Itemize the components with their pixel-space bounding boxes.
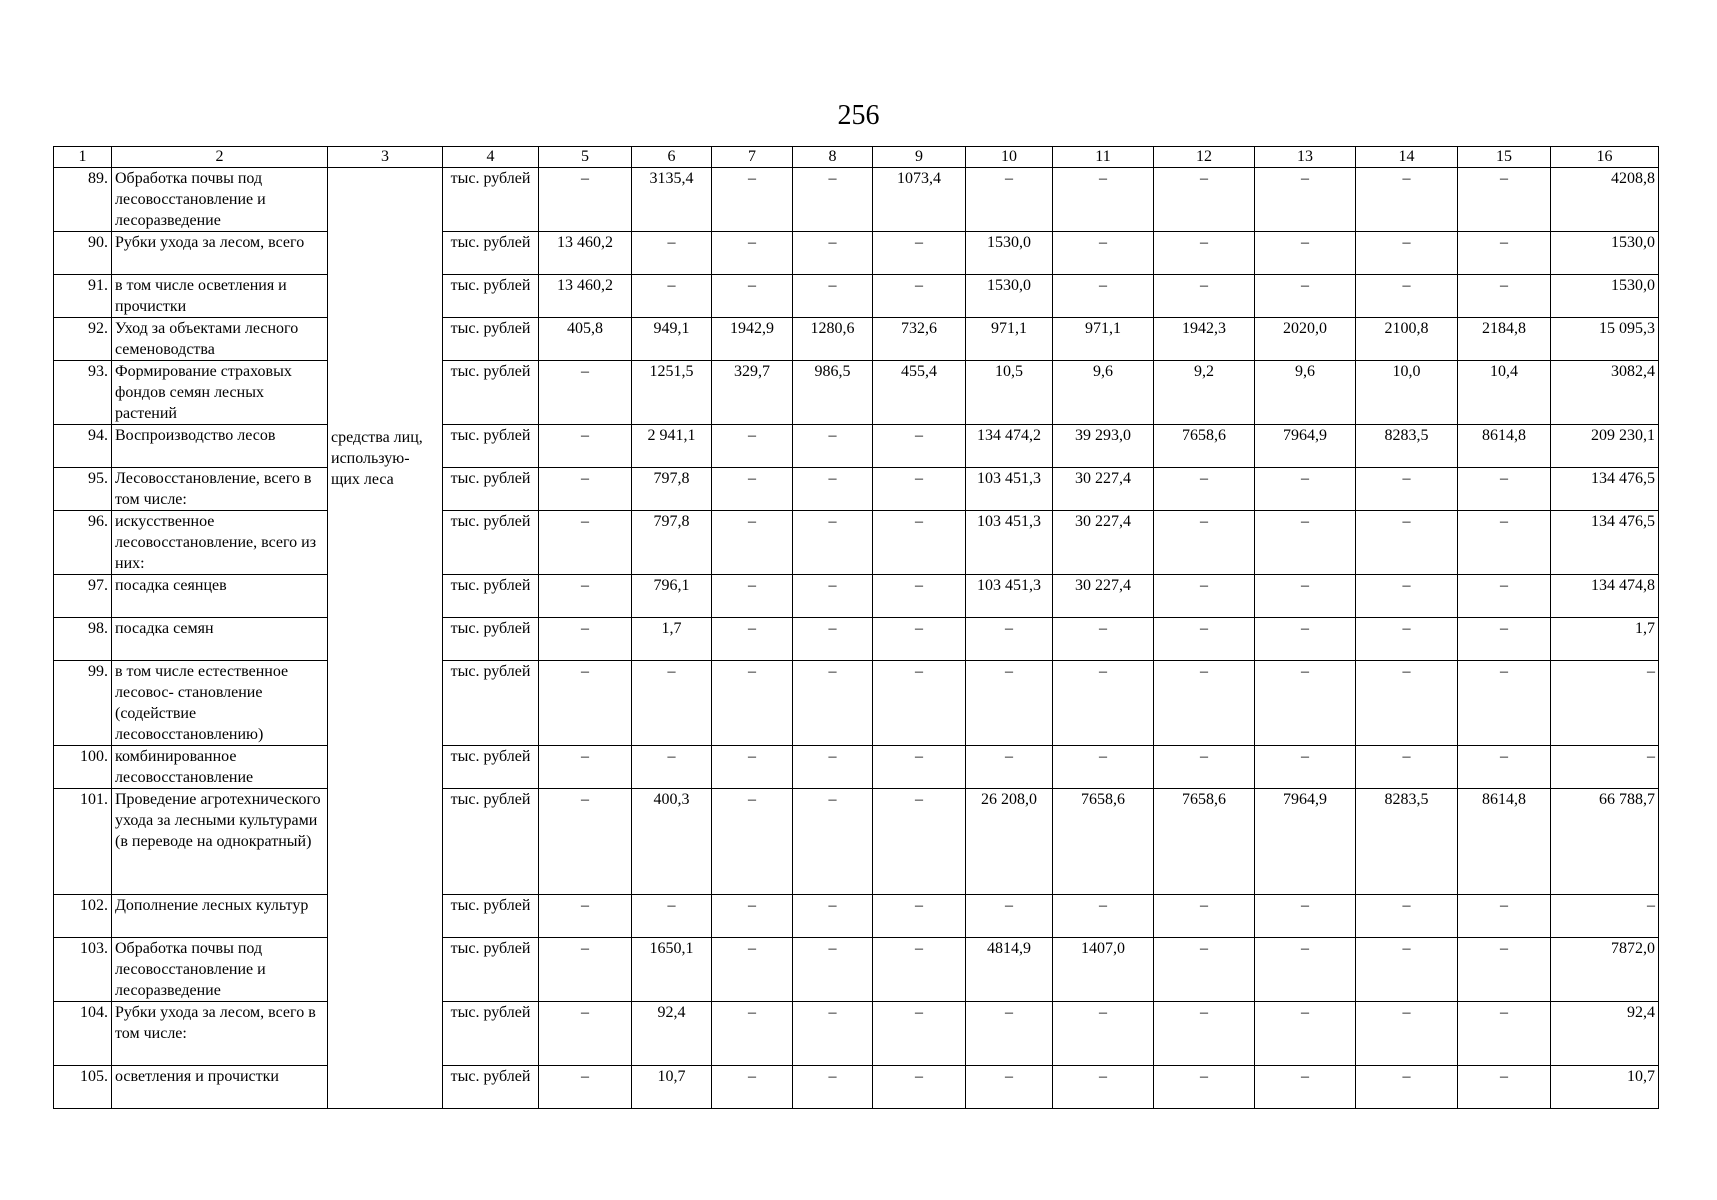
row-unit: тыс. рублей bbox=[443, 1066, 539, 1109]
value-cell: – bbox=[1053, 1002, 1154, 1066]
value-cell: – bbox=[1356, 746, 1458, 789]
value-cell: 2100,8 bbox=[1356, 318, 1458, 361]
total-cell: 92,4 bbox=[1551, 1002, 1659, 1066]
value-cell: – bbox=[966, 661, 1053, 746]
value-cell: – bbox=[1053, 661, 1154, 746]
table-row bbox=[54, 1066, 1659, 1109]
total-cell: 66 788,7 bbox=[1551, 789, 1659, 895]
value-cell: – bbox=[1053, 232, 1154, 275]
total-cell: 1530,0 bbox=[1551, 232, 1659, 275]
row-unit: тыс. рублей bbox=[443, 318, 539, 361]
value-cell: – bbox=[1154, 1066, 1255, 1109]
value-cell: – bbox=[793, 168, 873, 232]
table-row bbox=[54, 575, 1659, 618]
value-cell: 7658,6 bbox=[1053, 789, 1154, 895]
value-cell: – bbox=[1356, 1066, 1458, 1109]
value-cell: – bbox=[712, 511, 793, 575]
value-cell: 797,8 bbox=[632, 468, 712, 511]
value-cell: – bbox=[1154, 575, 1255, 618]
total-cell: 1,7 bbox=[1551, 618, 1659, 661]
value-cell: 1,7 bbox=[632, 618, 712, 661]
value-cell: – bbox=[1458, 575, 1551, 618]
value-cell: 796,1 bbox=[632, 575, 712, 618]
value-cell: 13 460,2 bbox=[539, 275, 632, 318]
value-cell: – bbox=[1356, 275, 1458, 318]
column-header: 13 bbox=[1255, 147, 1356, 168]
table-row bbox=[54, 318, 1659, 361]
value-cell: – bbox=[966, 1002, 1053, 1066]
value-cell: – bbox=[1154, 511, 1255, 575]
column-header: 15 bbox=[1458, 147, 1551, 168]
value-cell: – bbox=[1356, 1002, 1458, 1066]
value-cell: 1280,6 bbox=[793, 318, 873, 361]
value-cell: 30 227,4 bbox=[1053, 468, 1154, 511]
value-cell: – bbox=[1356, 661, 1458, 746]
row-unit: тыс. рублей bbox=[443, 661, 539, 746]
value-cell: 3135,4 bbox=[632, 168, 712, 232]
value-cell: – bbox=[873, 468, 966, 511]
value-cell: – bbox=[873, 232, 966, 275]
value-cell: – bbox=[1154, 746, 1255, 789]
value-cell: – bbox=[1458, 618, 1551, 661]
value-cell: 10,0 bbox=[1356, 361, 1458, 425]
value-cell: 8283,5 bbox=[1356, 789, 1458, 895]
value-cell: – bbox=[873, 425, 966, 468]
value-cell: 10,5 bbox=[966, 361, 1053, 425]
value-cell: – bbox=[539, 1002, 632, 1066]
row-number: 93. bbox=[54, 361, 112, 425]
row-number: 102. bbox=[54, 895, 112, 938]
page-number: 256 bbox=[837, 100, 880, 131]
value-cell: – bbox=[1458, 661, 1551, 746]
total-cell: 15 095,3 bbox=[1551, 318, 1659, 361]
row-unit: тыс. рублей bbox=[443, 425, 539, 468]
data-table bbox=[53, 146, 1659, 1109]
value-cell: – bbox=[632, 275, 712, 318]
value-cell: 9,6 bbox=[1053, 361, 1154, 425]
row-unit: тыс. рублей bbox=[443, 232, 539, 275]
table-row bbox=[54, 511, 1659, 575]
value-cell: – bbox=[539, 1066, 632, 1109]
value-cell: – bbox=[1458, 511, 1551, 575]
value-cell: 26 208,0 bbox=[966, 789, 1053, 895]
column-header: 3 bbox=[328, 147, 443, 168]
row-number: 104. bbox=[54, 1002, 112, 1066]
row-name: в том числе естественное лесовос- становление (содействие лесовосстановлению) bbox=[112, 661, 328, 746]
value-cell: – bbox=[1053, 895, 1154, 938]
row-name: Уход за объектами лесного семеноводства bbox=[112, 318, 328, 361]
column-header: 10 bbox=[966, 147, 1053, 168]
value-cell: – bbox=[1154, 895, 1255, 938]
value-cell: – bbox=[793, 511, 873, 575]
column-header: 5 bbox=[539, 147, 632, 168]
value-cell: – bbox=[1356, 575, 1458, 618]
value-cell: – bbox=[1154, 168, 1255, 232]
value-cell: 103 451,3 bbox=[966, 468, 1053, 511]
row-unit: тыс. рублей bbox=[443, 938, 539, 1002]
value-cell: – bbox=[1255, 746, 1356, 789]
row-unit: тыс. рублей bbox=[443, 361, 539, 425]
value-cell: – bbox=[1255, 232, 1356, 275]
value-cell: – bbox=[793, 618, 873, 661]
value-cell: 10,7 bbox=[632, 1066, 712, 1109]
value-cell: – bbox=[1458, 468, 1551, 511]
column-header: 8 bbox=[793, 147, 873, 168]
value-cell: – bbox=[539, 746, 632, 789]
row-unit: тыс. рублей bbox=[443, 789, 539, 895]
row-unit: тыс. рублей bbox=[443, 746, 539, 789]
value-cell: – bbox=[1154, 275, 1255, 318]
value-cell: – bbox=[539, 895, 632, 938]
value-cell: 1073,4 bbox=[873, 168, 966, 232]
value-cell: – bbox=[1154, 618, 1255, 661]
value-cell: – bbox=[1255, 618, 1356, 661]
value-cell: 1530,0 bbox=[966, 232, 1053, 275]
table-row bbox=[54, 168, 1659, 232]
total-cell: 134 476,5 bbox=[1551, 511, 1659, 575]
value-cell: – bbox=[1255, 468, 1356, 511]
value-cell: 2184,8 bbox=[1458, 318, 1551, 361]
value-cell: – bbox=[873, 275, 966, 318]
row-number: 101. bbox=[54, 789, 112, 895]
value-cell: – bbox=[1255, 168, 1356, 232]
total-cell: – bbox=[1551, 746, 1659, 789]
row-name: осветления и прочистки bbox=[112, 1066, 328, 1109]
value-cell: – bbox=[539, 661, 632, 746]
value-cell: – bbox=[539, 425, 632, 468]
value-cell: – bbox=[1458, 275, 1551, 318]
row-name: Рубки ухода за лесом, всего bbox=[112, 232, 328, 275]
row-number: 95. bbox=[54, 468, 112, 511]
value-cell: 8614,8 bbox=[1458, 789, 1551, 895]
value-cell: – bbox=[712, 168, 793, 232]
row-number: 91. bbox=[54, 275, 112, 318]
value-cell: 732,6 bbox=[873, 318, 966, 361]
value-cell: – bbox=[632, 895, 712, 938]
value-cell: – bbox=[712, 1066, 793, 1109]
row-name: комбинированное лесовосстановление bbox=[112, 746, 328, 789]
value-cell: – bbox=[1255, 275, 1356, 318]
value-cell: – bbox=[712, 618, 793, 661]
table-row bbox=[54, 895, 1659, 938]
value-cell: – bbox=[1154, 661, 1255, 746]
value-cell: – bbox=[539, 511, 632, 575]
value-cell: – bbox=[1154, 232, 1255, 275]
value-cell: 30 227,4 bbox=[1053, 511, 1154, 575]
row-name: в том числе осветления и прочистки bbox=[112, 275, 328, 318]
value-cell: 797,8 bbox=[632, 511, 712, 575]
column-header: 1 bbox=[54, 147, 112, 168]
value-cell: – bbox=[712, 425, 793, 468]
total-cell: – bbox=[1551, 895, 1659, 938]
value-cell: 405,8 bbox=[539, 318, 632, 361]
row-unit: тыс. рублей bbox=[443, 1002, 539, 1066]
row-unit: тыс. рублей bbox=[443, 895, 539, 938]
row-name: Рубки ухода за лесом, всего в том числе: bbox=[112, 1002, 328, 1066]
column-header: 9 bbox=[873, 147, 966, 168]
value-cell: – bbox=[1154, 468, 1255, 511]
table-header-row bbox=[54, 147, 1659, 168]
value-cell: – bbox=[1255, 1066, 1356, 1109]
table-row bbox=[54, 275, 1659, 318]
total-cell: 4208,8 bbox=[1551, 168, 1659, 232]
row-unit: тыс. рублей bbox=[443, 511, 539, 575]
value-cell: 2020,0 bbox=[1255, 318, 1356, 361]
column-header: 4 bbox=[443, 147, 539, 168]
value-cell: – bbox=[793, 661, 873, 746]
value-cell: 1942,3 bbox=[1154, 318, 1255, 361]
table-row bbox=[54, 232, 1659, 275]
row-name: Дополнение лесных культур bbox=[112, 895, 328, 938]
value-cell: 971,1 bbox=[1053, 318, 1154, 361]
row-number: 96. bbox=[54, 511, 112, 575]
value-cell: 1942,9 bbox=[712, 318, 793, 361]
value-cell: – bbox=[1458, 895, 1551, 938]
value-cell: – bbox=[873, 895, 966, 938]
value-cell: – bbox=[1154, 1002, 1255, 1066]
value-cell: – bbox=[1458, 1066, 1551, 1109]
value-cell: – bbox=[873, 575, 966, 618]
table-row bbox=[54, 661, 1659, 746]
row-name: Лесовосстановление, всего в том числе: bbox=[112, 468, 328, 511]
row-number: 90. bbox=[54, 232, 112, 275]
total-cell: 134 474,8 bbox=[1551, 575, 1659, 618]
row-name: Воспроизводство лесов bbox=[112, 425, 328, 468]
value-cell: – bbox=[1255, 661, 1356, 746]
column-header: 14 bbox=[1356, 147, 1458, 168]
value-cell: – bbox=[793, 425, 873, 468]
table-row bbox=[54, 468, 1659, 511]
total-cell: 1530,0 bbox=[1551, 275, 1659, 318]
source-of-funds: средства лиц, использую- щих леса bbox=[331, 429, 423, 488]
row-unit: тыс. рублей bbox=[443, 275, 539, 318]
value-cell: – bbox=[539, 938, 632, 1002]
value-cell: – bbox=[873, 1066, 966, 1109]
column-header: 6 bbox=[632, 147, 712, 168]
total-cell: 3082,4 bbox=[1551, 361, 1659, 425]
row-number: 92. bbox=[54, 318, 112, 361]
table-body bbox=[54, 147, 1659, 1109]
table-row bbox=[54, 361, 1659, 425]
value-cell: – bbox=[712, 746, 793, 789]
total-cell: 209 230,1 bbox=[1551, 425, 1659, 468]
total-cell: – bbox=[1551, 661, 1659, 746]
row-name: искусственное лесовосстановление, всего из них: bbox=[112, 511, 328, 575]
value-cell: 7658,6 bbox=[1154, 789, 1255, 895]
value-cell: – bbox=[873, 746, 966, 789]
value-cell: – bbox=[1458, 168, 1551, 232]
value-cell: 8283,5 bbox=[1356, 425, 1458, 468]
value-cell: – bbox=[1458, 938, 1551, 1002]
value-cell: – bbox=[1053, 275, 1154, 318]
row-name: Формирование страховых фондов семян лесных растений bbox=[112, 361, 328, 425]
row-number: 105. bbox=[54, 1066, 112, 1109]
value-cell: – bbox=[632, 232, 712, 275]
row-name: посадка семян bbox=[112, 618, 328, 661]
value-cell: – bbox=[539, 168, 632, 232]
row-name: Проведение агротехнического ухода за лесными культурами (в переводе на однократный) bbox=[112, 789, 328, 895]
value-cell: – bbox=[1458, 232, 1551, 275]
row-unit: тыс. рублей bbox=[443, 468, 539, 511]
value-cell: 10,4 bbox=[1458, 361, 1551, 425]
value-cell: – bbox=[712, 789, 793, 895]
value-cell: 39 293,0 bbox=[1053, 425, 1154, 468]
row-number: 103. bbox=[54, 938, 112, 1002]
value-cell: – bbox=[712, 232, 793, 275]
row-number: 100. bbox=[54, 746, 112, 789]
column-header: 16 bbox=[1551, 147, 1659, 168]
value-cell: – bbox=[1356, 232, 1458, 275]
value-cell: – bbox=[712, 275, 793, 318]
value-cell: 7964,9 bbox=[1255, 789, 1356, 895]
value-cell: – bbox=[1356, 468, 1458, 511]
value-cell: – bbox=[1053, 618, 1154, 661]
value-cell: – bbox=[793, 746, 873, 789]
value-cell: – bbox=[1255, 938, 1356, 1002]
table-row bbox=[54, 938, 1659, 1002]
value-cell: 9,6 bbox=[1255, 361, 1356, 425]
value-cell: – bbox=[793, 1066, 873, 1109]
row-unit: тыс. рублей bbox=[443, 575, 539, 618]
value-cell: – bbox=[966, 618, 1053, 661]
row-name: посадка сеянцев bbox=[112, 575, 328, 618]
value-cell: – bbox=[873, 789, 966, 895]
value-cell: – bbox=[1053, 168, 1154, 232]
table-row bbox=[54, 789, 1659, 895]
value-cell: – bbox=[966, 168, 1053, 232]
total-cell: 134 476,5 bbox=[1551, 468, 1659, 511]
value-cell: – bbox=[1356, 938, 1458, 1002]
source-of-funds-cell bbox=[328, 168, 443, 1109]
value-cell: 8614,8 bbox=[1458, 425, 1551, 468]
value-cell: – bbox=[1458, 746, 1551, 789]
value-cell: 9,2 bbox=[1154, 361, 1255, 425]
value-cell: 13 460,2 bbox=[539, 232, 632, 275]
row-unit: тыс. рублей bbox=[443, 168, 539, 232]
row-number: 99. bbox=[54, 661, 112, 746]
value-cell: – bbox=[873, 938, 966, 1002]
value-cell: – bbox=[1458, 1002, 1551, 1066]
value-cell: 134 474,2 bbox=[966, 425, 1053, 468]
row-number: 97. bbox=[54, 575, 112, 618]
value-cell: – bbox=[873, 661, 966, 746]
row-number: 94. bbox=[54, 425, 112, 468]
value-cell: – bbox=[873, 618, 966, 661]
value-cell: – bbox=[966, 746, 1053, 789]
total-cell: 10,7 bbox=[1551, 1066, 1659, 1109]
column-header: 11 bbox=[1053, 147, 1154, 168]
value-cell: 1530,0 bbox=[966, 275, 1053, 318]
value-cell: – bbox=[712, 661, 793, 746]
value-cell: 1650,1 bbox=[632, 938, 712, 1002]
value-cell: – bbox=[1356, 511, 1458, 575]
value-cell: 30 227,4 bbox=[1053, 575, 1154, 618]
value-cell: – bbox=[793, 275, 873, 318]
value-cell: – bbox=[793, 1002, 873, 1066]
value-cell: – bbox=[1255, 895, 1356, 938]
value-cell: 329,7 bbox=[712, 361, 793, 425]
value-cell: – bbox=[1255, 511, 1356, 575]
value-cell: – bbox=[1255, 575, 1356, 618]
value-cell: 103 451,3 bbox=[966, 575, 1053, 618]
row-number: 98. bbox=[54, 618, 112, 661]
row-name: Обработка почвы под лесовосстановление и лесоразведение bbox=[112, 938, 328, 1002]
value-cell: – bbox=[793, 938, 873, 1002]
row-number: 89. bbox=[54, 168, 112, 232]
table-row bbox=[54, 1002, 1659, 1066]
column-header: 2 bbox=[112, 147, 328, 168]
value-cell: – bbox=[1053, 746, 1154, 789]
value-cell: – bbox=[793, 575, 873, 618]
value-cell: – bbox=[539, 789, 632, 895]
value-cell: 986,5 bbox=[793, 361, 873, 425]
value-cell: 1407,0 bbox=[1053, 938, 1154, 1002]
value-cell: 7964,9 bbox=[1255, 425, 1356, 468]
value-cell: 1251,5 bbox=[632, 361, 712, 425]
value-cell: – bbox=[539, 361, 632, 425]
value-cell: – bbox=[712, 468, 793, 511]
value-cell: – bbox=[873, 511, 966, 575]
table-row bbox=[54, 618, 1659, 661]
value-cell: 2 941,1 bbox=[632, 425, 712, 468]
value-cell: – bbox=[712, 1002, 793, 1066]
value-cell: – bbox=[793, 232, 873, 275]
table-row bbox=[54, 425, 1659, 468]
value-cell: 949,1 bbox=[632, 318, 712, 361]
value-cell: – bbox=[712, 575, 793, 618]
value-cell: – bbox=[873, 1002, 966, 1066]
value-cell: – bbox=[632, 661, 712, 746]
column-header: 12 bbox=[1154, 147, 1255, 168]
value-cell: 455,4 bbox=[873, 361, 966, 425]
value-cell: – bbox=[712, 895, 793, 938]
value-cell: – bbox=[966, 895, 1053, 938]
value-cell: 92,4 bbox=[632, 1002, 712, 1066]
value-cell: – bbox=[1053, 1066, 1154, 1109]
row-name: Обработка почвы под лесовосстановление и лесоразведение bbox=[112, 168, 328, 232]
value-cell: – bbox=[539, 618, 632, 661]
value-cell: – bbox=[539, 468, 632, 511]
value-cell: – bbox=[793, 468, 873, 511]
value-cell: – bbox=[1356, 168, 1458, 232]
total-cell: 7872,0 bbox=[1551, 938, 1659, 1002]
value-cell: – bbox=[1255, 1002, 1356, 1066]
value-cell: 103 451,3 bbox=[966, 511, 1053, 575]
value-cell: – bbox=[712, 938, 793, 1002]
value-cell: – bbox=[793, 895, 873, 938]
value-cell: – bbox=[966, 1066, 1053, 1109]
value-cell: 400,3 bbox=[632, 789, 712, 895]
value-cell: 971,1 bbox=[966, 318, 1053, 361]
value-cell: – bbox=[793, 789, 873, 895]
value-cell: 7658,6 bbox=[1154, 425, 1255, 468]
table-row bbox=[54, 746, 1659, 789]
value-cell: – bbox=[539, 575, 632, 618]
value-cell: – bbox=[1356, 618, 1458, 661]
row-unit: тыс. рублей bbox=[443, 618, 539, 661]
value-cell: 4814,9 bbox=[966, 938, 1053, 1002]
value-cell: – bbox=[1154, 938, 1255, 1002]
value-cell: – bbox=[632, 746, 712, 789]
value-cell: – bbox=[1356, 895, 1458, 938]
column-header: 7 bbox=[712, 147, 793, 168]
